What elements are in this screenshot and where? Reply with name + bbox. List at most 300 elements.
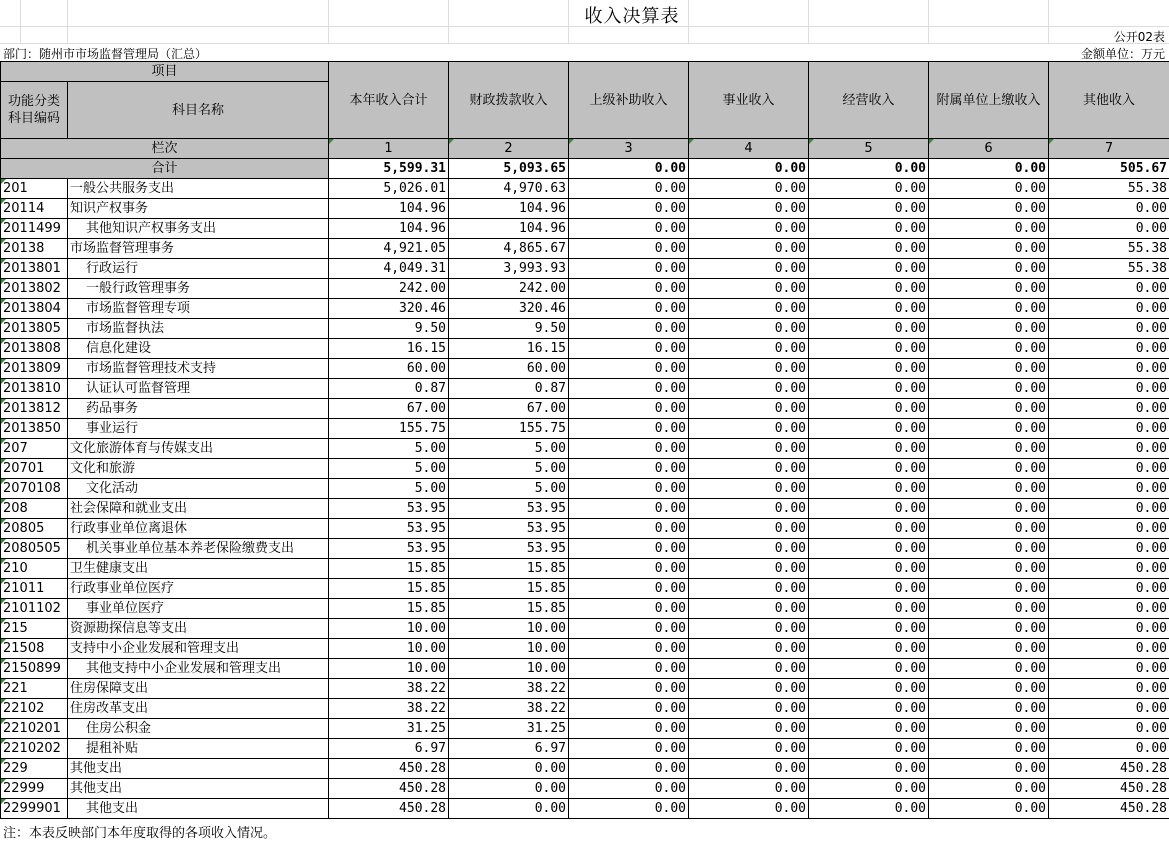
subject-name: 市场监督执法 xyxy=(68,319,329,339)
subject-code: 215 xyxy=(1,619,68,639)
amount-cell: 0.00 xyxy=(809,379,929,399)
amount-cell: 0.00 xyxy=(809,499,929,519)
subject-name: 认证认可监督管理 xyxy=(68,379,329,399)
amount-cell: 9.50 xyxy=(449,319,569,339)
table-row xyxy=(1,739,1169,759)
amount-cell: 0.00 xyxy=(689,499,809,519)
table-row xyxy=(1,639,1169,659)
amount-cell: 0.00 xyxy=(569,759,689,779)
subject-name: 文化活动 xyxy=(68,479,329,499)
subject-code: 2080505 xyxy=(1,539,68,559)
amount-cell: 6.97 xyxy=(449,739,569,759)
col-header-other: 其他收入 xyxy=(1049,62,1169,139)
amount-cell: 0.00 xyxy=(689,559,809,579)
amount-cell: 38.22 xyxy=(449,699,569,719)
amount-cell: 0.00 xyxy=(809,579,929,599)
amount-cell: 5.00 xyxy=(449,479,569,499)
amount-cell: 0.00 xyxy=(689,399,809,419)
amount-cell: 0.00 xyxy=(569,659,689,679)
amount-cell: 0.00 xyxy=(689,219,809,239)
total-value: 0.00 xyxy=(809,159,929,179)
amount-cell: 0.00 xyxy=(689,259,809,279)
amount-cell: 0.00 xyxy=(689,759,809,779)
table-row xyxy=(1,499,1169,519)
amount-cell: 0.00 xyxy=(569,619,689,639)
amount-cell: 0.00 xyxy=(1049,519,1169,539)
subject-name: 市场监督管理技术支持 xyxy=(68,359,329,379)
amount-cell: 0.00 xyxy=(689,659,809,679)
amount-cell: 0.00 xyxy=(1049,199,1169,219)
amount-cell: 0.00 xyxy=(809,399,929,419)
report-title: 收入决算表 xyxy=(584,6,680,27)
table-row xyxy=(1,399,1169,419)
amount-cell: 0.00 xyxy=(569,419,689,439)
amount-cell: 104.96 xyxy=(329,219,449,239)
amount-cell: 0.00 xyxy=(449,799,569,819)
amount-cell: 0.00 xyxy=(1049,379,1169,399)
amount-cell: 3,993.93 xyxy=(449,259,569,279)
amount-cell: 0.00 xyxy=(809,279,929,299)
amount-cell: 0.00 xyxy=(569,219,689,239)
amount-cell: 0.00 xyxy=(689,719,809,739)
amount-cell: 0.00 xyxy=(569,279,689,299)
amount-cell: 0.00 xyxy=(569,299,689,319)
amount-cell: 0.00 xyxy=(1049,459,1169,479)
amount-cell: 15.85 xyxy=(449,559,569,579)
amount-cell: 0.00 xyxy=(809,719,929,739)
amount-cell: 0.00 xyxy=(569,179,689,199)
table-row xyxy=(1,339,1169,359)
subject-name: 其他支出 xyxy=(68,779,329,799)
amount-cell: 0.00 xyxy=(689,459,809,479)
amount-cell: 0.00 xyxy=(689,439,809,459)
col-header-business: 事业收入 xyxy=(689,62,809,139)
amount-cell: 0.00 xyxy=(569,639,689,659)
subject-name-header: 科目名称 xyxy=(68,82,329,139)
subject-code: 2013808 xyxy=(1,339,68,359)
subject-code: 2210201 xyxy=(1,719,68,739)
col-header-total: 本年收入合计 xyxy=(329,62,449,139)
subject-code: 2070108 xyxy=(1,479,68,499)
subject-name: 社会保障和就业支出 xyxy=(68,499,329,519)
amount-cell: 155.75 xyxy=(449,419,569,439)
amount-cell: 0.00 xyxy=(1049,539,1169,559)
subject-code: 221 xyxy=(1,679,68,699)
amount-cell: 0.00 xyxy=(569,459,689,479)
amount-cell: 0.00 xyxy=(569,699,689,719)
amount-cell: 5.00 xyxy=(449,439,569,459)
amount-cell: 0.00 xyxy=(809,219,929,239)
amount-cell: 16.15 xyxy=(329,339,449,359)
amount-cell: 0.00 xyxy=(929,179,1049,199)
subject-code: 2013812 xyxy=(1,399,68,419)
total-value: 0.00 xyxy=(569,159,689,179)
amount-cell: 0.00 xyxy=(809,699,929,719)
table-row xyxy=(1,379,1169,399)
amount-cell: 0.00 xyxy=(1049,579,1169,599)
amount-cell: 450.28 xyxy=(329,779,449,799)
subject-name: 住房改革支出 xyxy=(68,699,329,719)
amount-cell: 0.00 xyxy=(809,419,929,439)
amount-cell: 0.00 xyxy=(449,779,569,799)
amount-cell: 60.00 xyxy=(329,359,449,379)
amount-cell: 450.28 xyxy=(329,759,449,779)
col-header-fiscal: 财政拨款收入 xyxy=(449,62,569,139)
amount-cell: 104.96 xyxy=(329,199,449,219)
subject-code: 22999 xyxy=(1,779,68,799)
amount-cell: 4,865.67 xyxy=(449,239,569,259)
table-row xyxy=(1,459,1169,479)
amount-cell: 4,921.05 xyxy=(329,239,449,259)
col-number: 2 xyxy=(449,139,569,159)
amount-cell: 0.00 xyxy=(569,799,689,819)
amount-cell: 10.00 xyxy=(329,619,449,639)
amount-cell: 0.00 xyxy=(689,799,809,819)
table-row xyxy=(1,799,1169,819)
amount-cell: 0.00 xyxy=(929,679,1049,699)
amount-cell: 0.00 xyxy=(1049,659,1169,679)
subject-name: 信息化建设 xyxy=(68,339,329,359)
table-row xyxy=(1,519,1169,539)
amount-cell: 0.00 xyxy=(449,759,569,779)
subject-code: 2013802 xyxy=(1,279,68,299)
amount-cell: 0.00 xyxy=(809,339,929,359)
amount-cell: 0.00 xyxy=(809,259,929,279)
amount-cell: 0.00 xyxy=(569,439,689,459)
amount-cell: 0.00 xyxy=(809,459,929,479)
subject-code: 2011499 xyxy=(1,219,68,239)
amount-cell: 0.00 xyxy=(689,379,809,399)
amount-cell: 0.00 xyxy=(809,199,929,219)
amount-cell: 0.00 xyxy=(929,379,1049,399)
table-note: 注：本表反映部门本年度取得的各项收入情况。 xyxy=(3,826,277,841)
amount-cell: 0.00 xyxy=(1049,339,1169,359)
col-header-superior-subsidy: 上级补助收入 xyxy=(569,62,689,139)
header-row-1 xyxy=(1,62,1169,82)
amount-cell: 53.95 xyxy=(449,539,569,559)
subject-name: 资源勘探信息等支出 xyxy=(68,619,329,639)
subject-name: 提租补贴 xyxy=(68,739,329,759)
table-row xyxy=(1,479,1169,499)
amount-cell: 60.00 xyxy=(449,359,569,379)
subject-name: 知识产权事务 xyxy=(68,199,329,219)
amount-cell: 0.00 xyxy=(929,599,1049,619)
subject-name: 文化和旅游 xyxy=(68,459,329,479)
amount-cell: 0.87 xyxy=(329,379,449,399)
amount-cell: 10.00 xyxy=(329,639,449,659)
amount-cell: 0.00 xyxy=(569,679,689,699)
amount-cell: 0.00 xyxy=(689,539,809,559)
subject-code: 2101102 xyxy=(1,599,68,619)
amount-cell: 0.00 xyxy=(809,439,929,459)
amount-cell: 53.95 xyxy=(449,519,569,539)
table-row xyxy=(1,759,1169,779)
subject-name: 事业单位医疗 xyxy=(68,599,329,619)
total-value: 5,599.31 xyxy=(329,159,449,179)
amount-cell: 0.00 xyxy=(809,299,929,319)
amount-cell: 0.00 xyxy=(929,399,1049,419)
amount-cell: 0.00 xyxy=(689,779,809,799)
subject-name: 一般行政管理事务 xyxy=(68,279,329,299)
amount-cell: 0.00 xyxy=(689,599,809,619)
table-row xyxy=(1,599,1169,619)
amount-cell: 0.00 xyxy=(569,399,689,419)
amount-cell: 0.00 xyxy=(929,619,1049,639)
amount-cell: 0.00 xyxy=(569,599,689,619)
amount-cell: 0.00 xyxy=(929,759,1049,779)
subject-code: 21508 xyxy=(1,639,68,659)
subject-code: 2013810 xyxy=(1,379,68,399)
subject-name: 其他支出 xyxy=(68,799,329,819)
subject-code: 208 xyxy=(1,499,68,519)
amount-cell: 15.85 xyxy=(329,559,449,579)
table-row xyxy=(1,779,1169,799)
amount-cell: 0.00 xyxy=(1049,479,1169,499)
amount-cell: 0.00 xyxy=(929,199,1049,219)
col-number: 7 xyxy=(1049,139,1169,159)
table-row xyxy=(1,719,1169,739)
amount-cell: 4,049.31 xyxy=(329,259,449,279)
form-number: 公开02表 xyxy=(1113,30,1165,44)
amount-cell: 5.00 xyxy=(329,479,449,499)
subject-code: 229 xyxy=(1,759,68,779)
amount-cell: 0.00 xyxy=(689,199,809,219)
amount-cell: 0.00 xyxy=(1049,559,1169,579)
amount-cell: 0.00 xyxy=(569,359,689,379)
amount-cell: 10.00 xyxy=(449,619,569,639)
amount-cell: 0.00 xyxy=(929,439,1049,459)
amount-cell: 0.00 xyxy=(929,719,1049,739)
table-row xyxy=(1,539,1169,559)
table-row xyxy=(1,419,1169,439)
subject-name: 其他支持中小企业发展和管理支出 xyxy=(68,659,329,679)
total-value: 5,093.65 xyxy=(449,159,569,179)
amount-cell: 0.00 xyxy=(1049,439,1169,459)
col-number: 4 xyxy=(689,139,809,159)
col-header-affiliated: 附属单位上缴收入 xyxy=(929,62,1049,139)
subject-code: 2299901 xyxy=(1,799,68,819)
amount-cell: 0.00 xyxy=(689,359,809,379)
subject-code: 207 xyxy=(1,439,68,459)
amount-cell: 0.00 xyxy=(689,619,809,639)
amount-cell: 0.00 xyxy=(809,759,929,779)
row-number-label: 栏次 xyxy=(1,139,329,159)
amount-cell: 0.00 xyxy=(929,499,1049,519)
amount-cell: 0.00 xyxy=(689,699,809,719)
total-value: 0.00 xyxy=(689,159,809,179)
amount-cell: 0.00 xyxy=(929,299,1049,319)
amount-cell: 0.00 xyxy=(809,179,929,199)
amount-cell: 0.00 xyxy=(569,259,689,279)
amount-cell: 0.00 xyxy=(569,519,689,539)
subject-name: 行政运行 xyxy=(68,259,329,279)
amount-cell: 320.46 xyxy=(329,299,449,319)
amount-cell: 0.00 xyxy=(1049,679,1169,699)
amount-cell: 0.00 xyxy=(929,579,1049,599)
amount-cell: 0.00 xyxy=(569,339,689,359)
amount-cell: 320.46 xyxy=(449,299,569,319)
amount-cell: 9.50 xyxy=(329,319,449,339)
subject-name: 住房保障支出 xyxy=(68,679,329,699)
col-header-operating: 经营收入 xyxy=(809,62,929,139)
amount-cell: 0.00 xyxy=(929,519,1049,539)
subject-name: 药品事务 xyxy=(68,399,329,419)
func-code-header: 功能分类科目编码 xyxy=(1,82,68,139)
subject-name: 市场监督管理事务 xyxy=(68,239,329,259)
amount-cell: 31.25 xyxy=(449,719,569,739)
amount-cell: 15.85 xyxy=(329,599,449,619)
subject-name: 机关事业单位基本养老保险缴费支出 xyxy=(68,539,329,559)
amount-cell: 0.00 xyxy=(689,419,809,439)
table-row xyxy=(1,579,1169,599)
amount-cell: 5.00 xyxy=(449,459,569,479)
amount-cell: 0.00 xyxy=(809,739,929,759)
amount-cell: 10.00 xyxy=(449,659,569,679)
amount-cell: 0.00 xyxy=(569,579,689,599)
amount-cell: 0.00 xyxy=(1049,619,1169,639)
amount-cell: 15.85 xyxy=(449,599,569,619)
amount-cell: 0.00 xyxy=(929,259,1049,279)
total-value: 0.00 xyxy=(929,159,1049,179)
amount-cell: 0.00 xyxy=(929,799,1049,819)
col-number: 5 xyxy=(809,139,929,159)
amount-cell: 0.00 xyxy=(689,519,809,539)
subject-code: 2013850 xyxy=(1,419,68,439)
subject-code: 210 xyxy=(1,559,68,579)
subject-name: 事业运行 xyxy=(68,419,329,439)
subject-code: 2013804 xyxy=(1,299,68,319)
amount-cell: 10.00 xyxy=(449,639,569,659)
amount-cell: 0.00 xyxy=(809,659,929,679)
amount-cell: 155.75 xyxy=(329,419,449,439)
subject-name: 卫生健康支出 xyxy=(68,559,329,579)
amount-cell: 450.28 xyxy=(1049,759,1169,779)
amount-cell: 0.00 xyxy=(929,419,1049,439)
amount-cell: 15.85 xyxy=(329,579,449,599)
amount-cell: 0.00 xyxy=(689,239,809,259)
subject-name: 一般公共服务支出 xyxy=(68,179,329,199)
amount-cell: 0.00 xyxy=(809,679,929,699)
amount-cell: 0.00 xyxy=(689,299,809,319)
amount-cell: 0.00 xyxy=(569,239,689,259)
table-row xyxy=(1,679,1169,699)
amount-cell: 0.00 xyxy=(1049,219,1169,239)
table-row xyxy=(1,279,1169,299)
amount-cell: 0.00 xyxy=(1049,599,1169,619)
subject-name: 支持中小企业发展和管理支出 xyxy=(68,639,329,659)
amount-cell: 0.00 xyxy=(689,639,809,659)
amount-cell: 0.00 xyxy=(569,379,689,399)
amount-cell: 0.00 xyxy=(1049,639,1169,659)
amount-cell: 0.00 xyxy=(689,479,809,499)
amount-cell: 0.00 xyxy=(929,339,1049,359)
amount-cell: 0.00 xyxy=(1049,299,1169,319)
amount-cell: 0.00 xyxy=(569,779,689,799)
amount-cell: 0.00 xyxy=(929,479,1049,499)
amount-cell: 31.25 xyxy=(329,719,449,739)
col-number: 1 xyxy=(329,139,449,159)
table-row xyxy=(1,359,1169,379)
amount-cell: 38.22 xyxy=(449,679,569,699)
amount-cell: 5.00 xyxy=(329,439,449,459)
amount-cell: 0.00 xyxy=(809,359,929,379)
amount-cell: 0.00 xyxy=(929,459,1049,479)
amount-cell: 450.28 xyxy=(1049,779,1169,799)
subject-code: 20138 xyxy=(1,239,68,259)
amount-cell: 450.28 xyxy=(1049,799,1169,819)
department-label: 部门：随州市市场监督管理局（汇总） xyxy=(3,47,208,61)
amount-cell: 0.00 xyxy=(1049,699,1169,719)
table-row xyxy=(1,179,1169,199)
amount-cell: 0.00 xyxy=(689,579,809,599)
amount-cell: 53.95 xyxy=(329,539,449,559)
amount-cell: 53.95 xyxy=(329,499,449,519)
amount-cell: 53.95 xyxy=(329,519,449,539)
amount-cell: 0.00 xyxy=(689,279,809,299)
amount-cell: 0.00 xyxy=(809,319,929,339)
amount-cell: 0.00 xyxy=(929,359,1049,379)
table-row xyxy=(1,619,1169,639)
amount-cell: 0.00 xyxy=(689,739,809,759)
amount-cell: 0.00 xyxy=(929,639,1049,659)
amount-cell: 0.00 xyxy=(569,499,689,519)
amount-cell: 0.00 xyxy=(809,539,929,559)
table-row xyxy=(1,259,1169,279)
table-row xyxy=(1,559,1169,579)
amount-cell: 55.38 xyxy=(1049,179,1169,199)
amount-cell: 0.00 xyxy=(1049,319,1169,339)
table-row xyxy=(1,699,1169,719)
table-row xyxy=(1,199,1169,219)
table-row xyxy=(1,439,1169,459)
subject-name: 市场监督管理专项 xyxy=(68,299,329,319)
amount-cell: 0.00 xyxy=(929,219,1049,239)
subject-code: 2013801 xyxy=(1,259,68,279)
table-row xyxy=(1,299,1169,319)
amount-cell: 0.00 xyxy=(569,739,689,759)
amount-cell: 55.38 xyxy=(1049,259,1169,279)
amount-cell: 0.00 xyxy=(809,799,929,819)
subject-code: 20805 xyxy=(1,519,68,539)
subject-code: 20701 xyxy=(1,459,68,479)
subject-code: 201 xyxy=(1,179,68,199)
amount-cell: 0.00 xyxy=(929,739,1049,759)
table-row xyxy=(1,319,1169,339)
amount-cell: 0.00 xyxy=(809,479,929,499)
amount-cell: 0.00 xyxy=(1049,399,1169,419)
amount-cell: 0.00 xyxy=(809,519,929,539)
amount-cell: 0.00 xyxy=(809,559,929,579)
amount-cell: 0.00 xyxy=(929,279,1049,299)
amount-cell: 0.00 xyxy=(569,479,689,499)
total-label: 合计 xyxy=(1,159,329,179)
amount-cell: 67.00 xyxy=(329,399,449,419)
amount-cell: 55.38 xyxy=(1049,239,1169,259)
subject-code: 20114 xyxy=(1,199,68,219)
amount-cell: 0.00 xyxy=(689,679,809,699)
subject-name: 文化旅游体育与传媒支出 xyxy=(68,439,329,459)
amount-cell: 0.00 xyxy=(569,199,689,219)
subject-name: 行政事业单位离退休 xyxy=(68,519,329,539)
amount-cell: 0.00 xyxy=(689,179,809,199)
subject-name: 其他支出 xyxy=(68,759,329,779)
amount-cell: 0.00 xyxy=(929,699,1049,719)
amount-cell: 104.96 xyxy=(449,199,569,219)
subject-code: 21011 xyxy=(1,579,68,599)
row-number-row xyxy=(1,139,1169,159)
total-value: 505.67 xyxy=(1049,159,1169,179)
amount-cell: 0.00 xyxy=(929,319,1049,339)
